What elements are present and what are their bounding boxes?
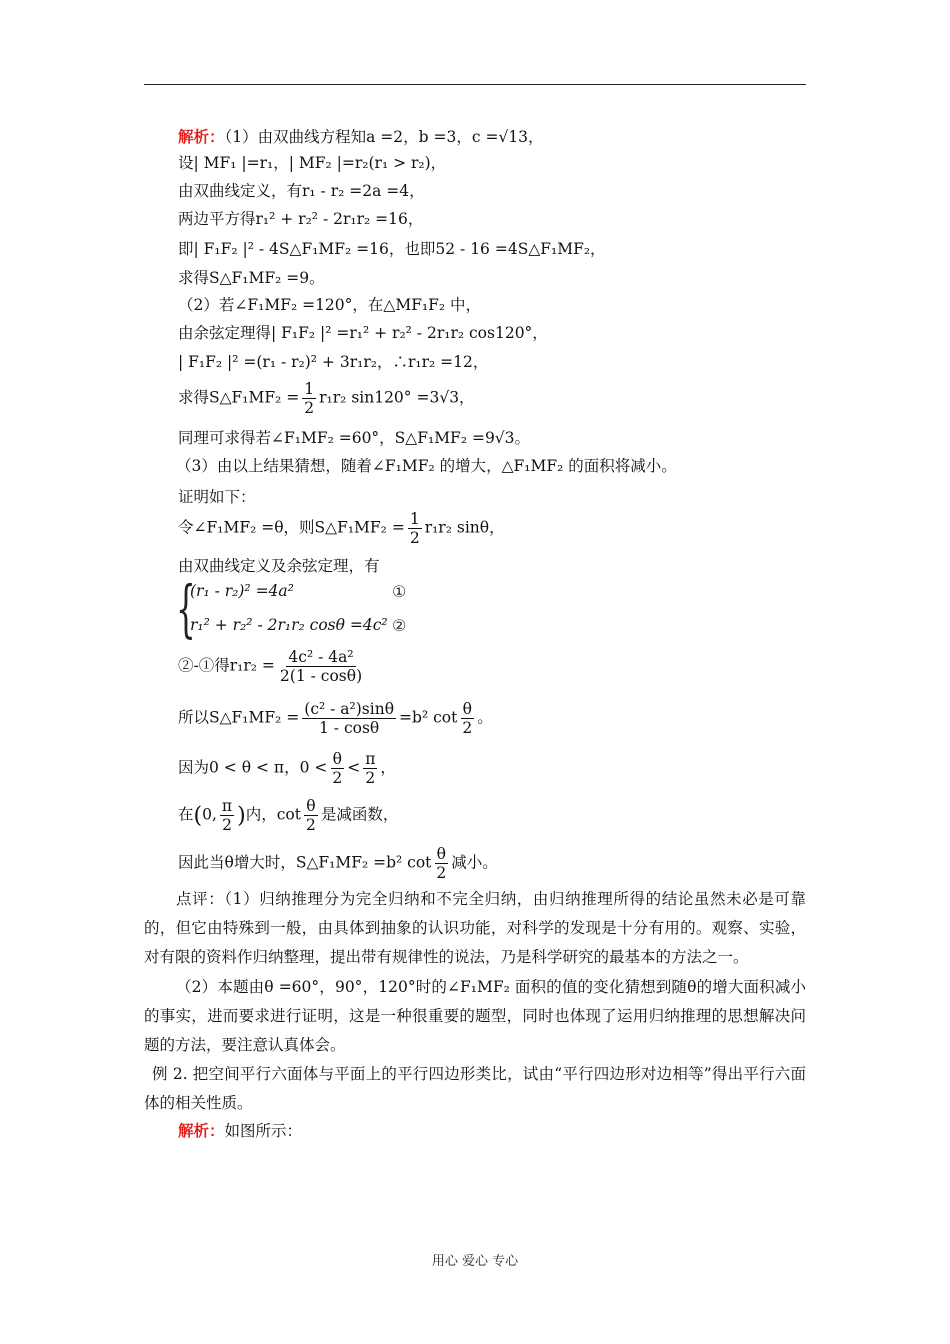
part2-line1: （2）若∠F₁MF₂ =120°，在△MF₁F₂ 中，: [178, 296, 482, 314]
fraction-area: $\frac{\text{(c² - a²)sinθ}}{1 - \cos\theta}$: [304, 700, 395, 737]
solution-label: 解析：: [178, 1121, 225, 1140]
fraction-theta-half: $\frac{\theta}{2}$: [436, 845, 447, 882]
part1-line3: 由双曲线定义，有r₁ - r₂ =2a =4，: [178, 182, 425, 200]
part3-line5: ②-①得r₁r₂ = $\frac{\text{4c² - 4a²}}{2(1 - \cos\theta)}$: [178, 648, 363, 685]
fraction-one-half: $\frac{1}{2}$: [409, 510, 420, 547]
part3-line4: 由双曲线定义及余弦定理，有: [178, 557, 380, 575]
equation-2: r₁² + r₂² - 2r₁r₂ cosθ =4c²: [190, 616, 388, 634]
fraction-one-half: $\frac{1}{2}$: [304, 380, 315, 417]
header-rule: [144, 84, 806, 85]
example-2-question: 例 2. 把空间平行六面体与平面上的平行四边形类比，试由“平行四边形对边相等”得出平行六面体的相关性质。: [144, 1065, 806, 1112]
equation-1: (r₁ - r₂)² =4a²: [190, 582, 294, 600]
fraction-r1r2: $\frac{\text{4c² - 4a²}}{2(1 - \cos\theta)}$: [279, 648, 363, 685]
solution-label: 解析：: [178, 127, 225, 146]
part3-line7: 因为0 < θ < π，0 < $\frac{\theta}{2}$ < $\frac{\pi}{2}$ ，: [178, 750, 396, 787]
fraction-theta-half: $\frac{\theta}{2}$: [462, 700, 473, 737]
part1-line5: 即| F₁F₂ |² - 4S△F₁MF₂ =16，也即52 - 16 =4S△F₁MF₂，: [178, 240, 606, 258]
fraction-pi-half: $\frac{\pi}{2}$: [221, 797, 233, 834]
part1-line6: 求得S△F₁MF₂ =9。: [178, 269, 325, 287]
example-2-solution: 解析：如图所示：: [178, 1121, 303, 1140]
part2-line2: 由余弦定理得| F₁F₂ |² =r₁² + r₂² - 2r₁r₂ cos120°，: [178, 324, 548, 342]
part2-line5: 同理可求得若∠F₁MF₂ =60°，S△F₁MF₂ =9√3。: [178, 429, 531, 447]
part1-line1: 解析：（1）由双曲线方程知a =2，b =3，c =√13，: [178, 127, 544, 146]
part3-line8: 在(0, $\frac{\pi}{2}$ )内，cot $\frac{\theta}{2}$ 是减函数，: [178, 797, 399, 834]
part2-line4: 求得S△F₁MF₂ = $\frac{1}{2}$ r₁r₂ sin120° =3√3，: [178, 380, 475, 417]
system-brace: {: [176, 572, 196, 645]
page-footer: 用心 爱心 专心: [431, 1254, 519, 1269]
fraction-theta-half: $\frac{\theta}{2}$: [332, 750, 343, 787]
part3-line1: （3）由以上结果猜想，随着∠F₁MF₂ 的增大，△F₁MF₂ 的面积将减小。: [176, 457, 677, 475]
equation-1-mark: ①: [392, 582, 407, 601]
part3-line6: 所以S△F₁MF₂ = $\frac{\text{(c² - a²)sinθ}}{1 - \cos\theta}$ =b² cot $\frac{\theta}{2}$ 。: [178, 700, 493, 737]
part3-line3: 令∠F₁MF₂ =θ，则S△F₁MF₂ = $\frac{1}{2}$ r₁r₂ sinθ，: [178, 510, 505, 547]
fraction-pi-half: $\frac{\pi}{2}$: [365, 750, 376, 787]
comment-paragraph-2: （2）本题由θ =60°，90°，120°时的∠F₁MF₂ 面积的值的变化猜想到随θ的增大面积减小的事实，进而要求进行证明，这是一种很重要的题型，同时也体现了运用归纳推理的思想解决问题的方法，要注意认真体会。: [144, 978, 806, 1054]
part3-line9: 因此当θ增大时，S△F₁MF₂ =b² cot $\frac{\theta}{2}$ 减小。: [178, 845, 498, 882]
part1-line2: 设| MF₁ |=r₁，| MF₂ |=r₂(r₁ > r₂)，: [178, 154, 447, 172]
fraction-theta-half: $\frac{\theta}{2}$: [305, 797, 316, 834]
part2-line3: | F₁F₂ |² =(r₁ - r₂)² + 3r₁r₂，∴r₁r₂ =12，: [178, 353, 489, 371]
equation-2-mark: ②: [392, 616, 407, 635]
part1-line4: 两边平方得r₁² + r₂² - 2r₁r₂ =16，: [178, 210, 424, 228]
part3-line2: 证明如下：: [178, 488, 256, 506]
comment-paragraph-1: 点评：（1）归纳推理分为完全归纳和不完全归纳，由归纳推理所得的结论虽然未必是可靠的，但它由特殊到一般，由具体到抽象的认识功能，对科学的发现是十分有用的。观察、实验，对有限的资料作归纳整理，提出带有规律性的说法，乃是科学研究的最基本的方法之一。: [144, 890, 806, 966]
